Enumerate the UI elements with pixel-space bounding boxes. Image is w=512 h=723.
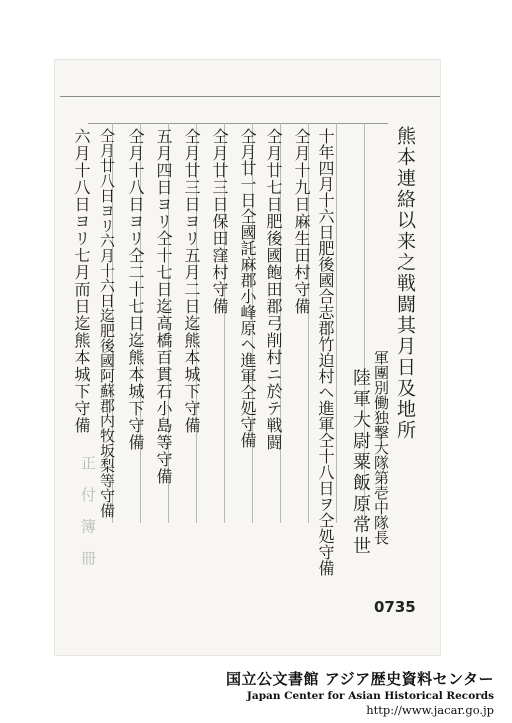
archive-name-en: Japan Center for Asian Historical Records [246, 690, 494, 702]
top-rule [60, 96, 440, 97]
entry-7: 五月四日ヨリ仝十七日迄高橋百貫石小島等守備 [154, 128, 173, 485]
entry-1: 十年四月十六日肥後國合志郡竹迫村ヘ進軍仝十八日ヲ仝処守備 [316, 128, 335, 576]
archive-name-jp: 国立公文書館 アジア歴史資料センター [225, 670, 494, 688]
margin-note: 正 付 簿 冊 [79, 455, 97, 572]
document-title: 熊本連絡以来之戦闘其月日及地所 [394, 126, 416, 441]
author-name: 陸軍大尉粟飯原常世 [350, 368, 371, 557]
entry-4: 仝月廿一日仝國託麻郡小峰原ヘ進軍仝処守備 [238, 128, 257, 448]
archive-url[interactable]: http://www.jacar.go.jp [366, 703, 494, 717]
entry-6: 仝月廿三日ヨリ五月二日迄熊本城下守備 [182, 128, 201, 434]
archive-footer [174, 668, 494, 717]
entry-2: 仝月十九日麻生田村守備 [292, 128, 311, 315]
entry-8: 仝月十八日ヨリ仝二十七日迄熊本城下守備 [126, 128, 145, 451]
entry-9: 仝月廿八日ヨリ六月十六日迄肥後國阿蘇郡内牧坂梨等守備 [98, 128, 116, 518]
author-affiliation: 軍團別働独撃大隊第壱中隊長 [372, 350, 390, 545]
entry-3: 仝月廿七日肥後國飽田郡弓削村ニ於テ戦闘 [264, 128, 283, 451]
entry-5: 仝月廿三日保田窪村守備 [210, 128, 229, 315]
page-number: 0735 [374, 598, 416, 616]
entry-10: 六月十八日ヨリ七月而日迄熊本城下守備 [72, 128, 91, 434]
upper-rule [88, 123, 388, 124]
